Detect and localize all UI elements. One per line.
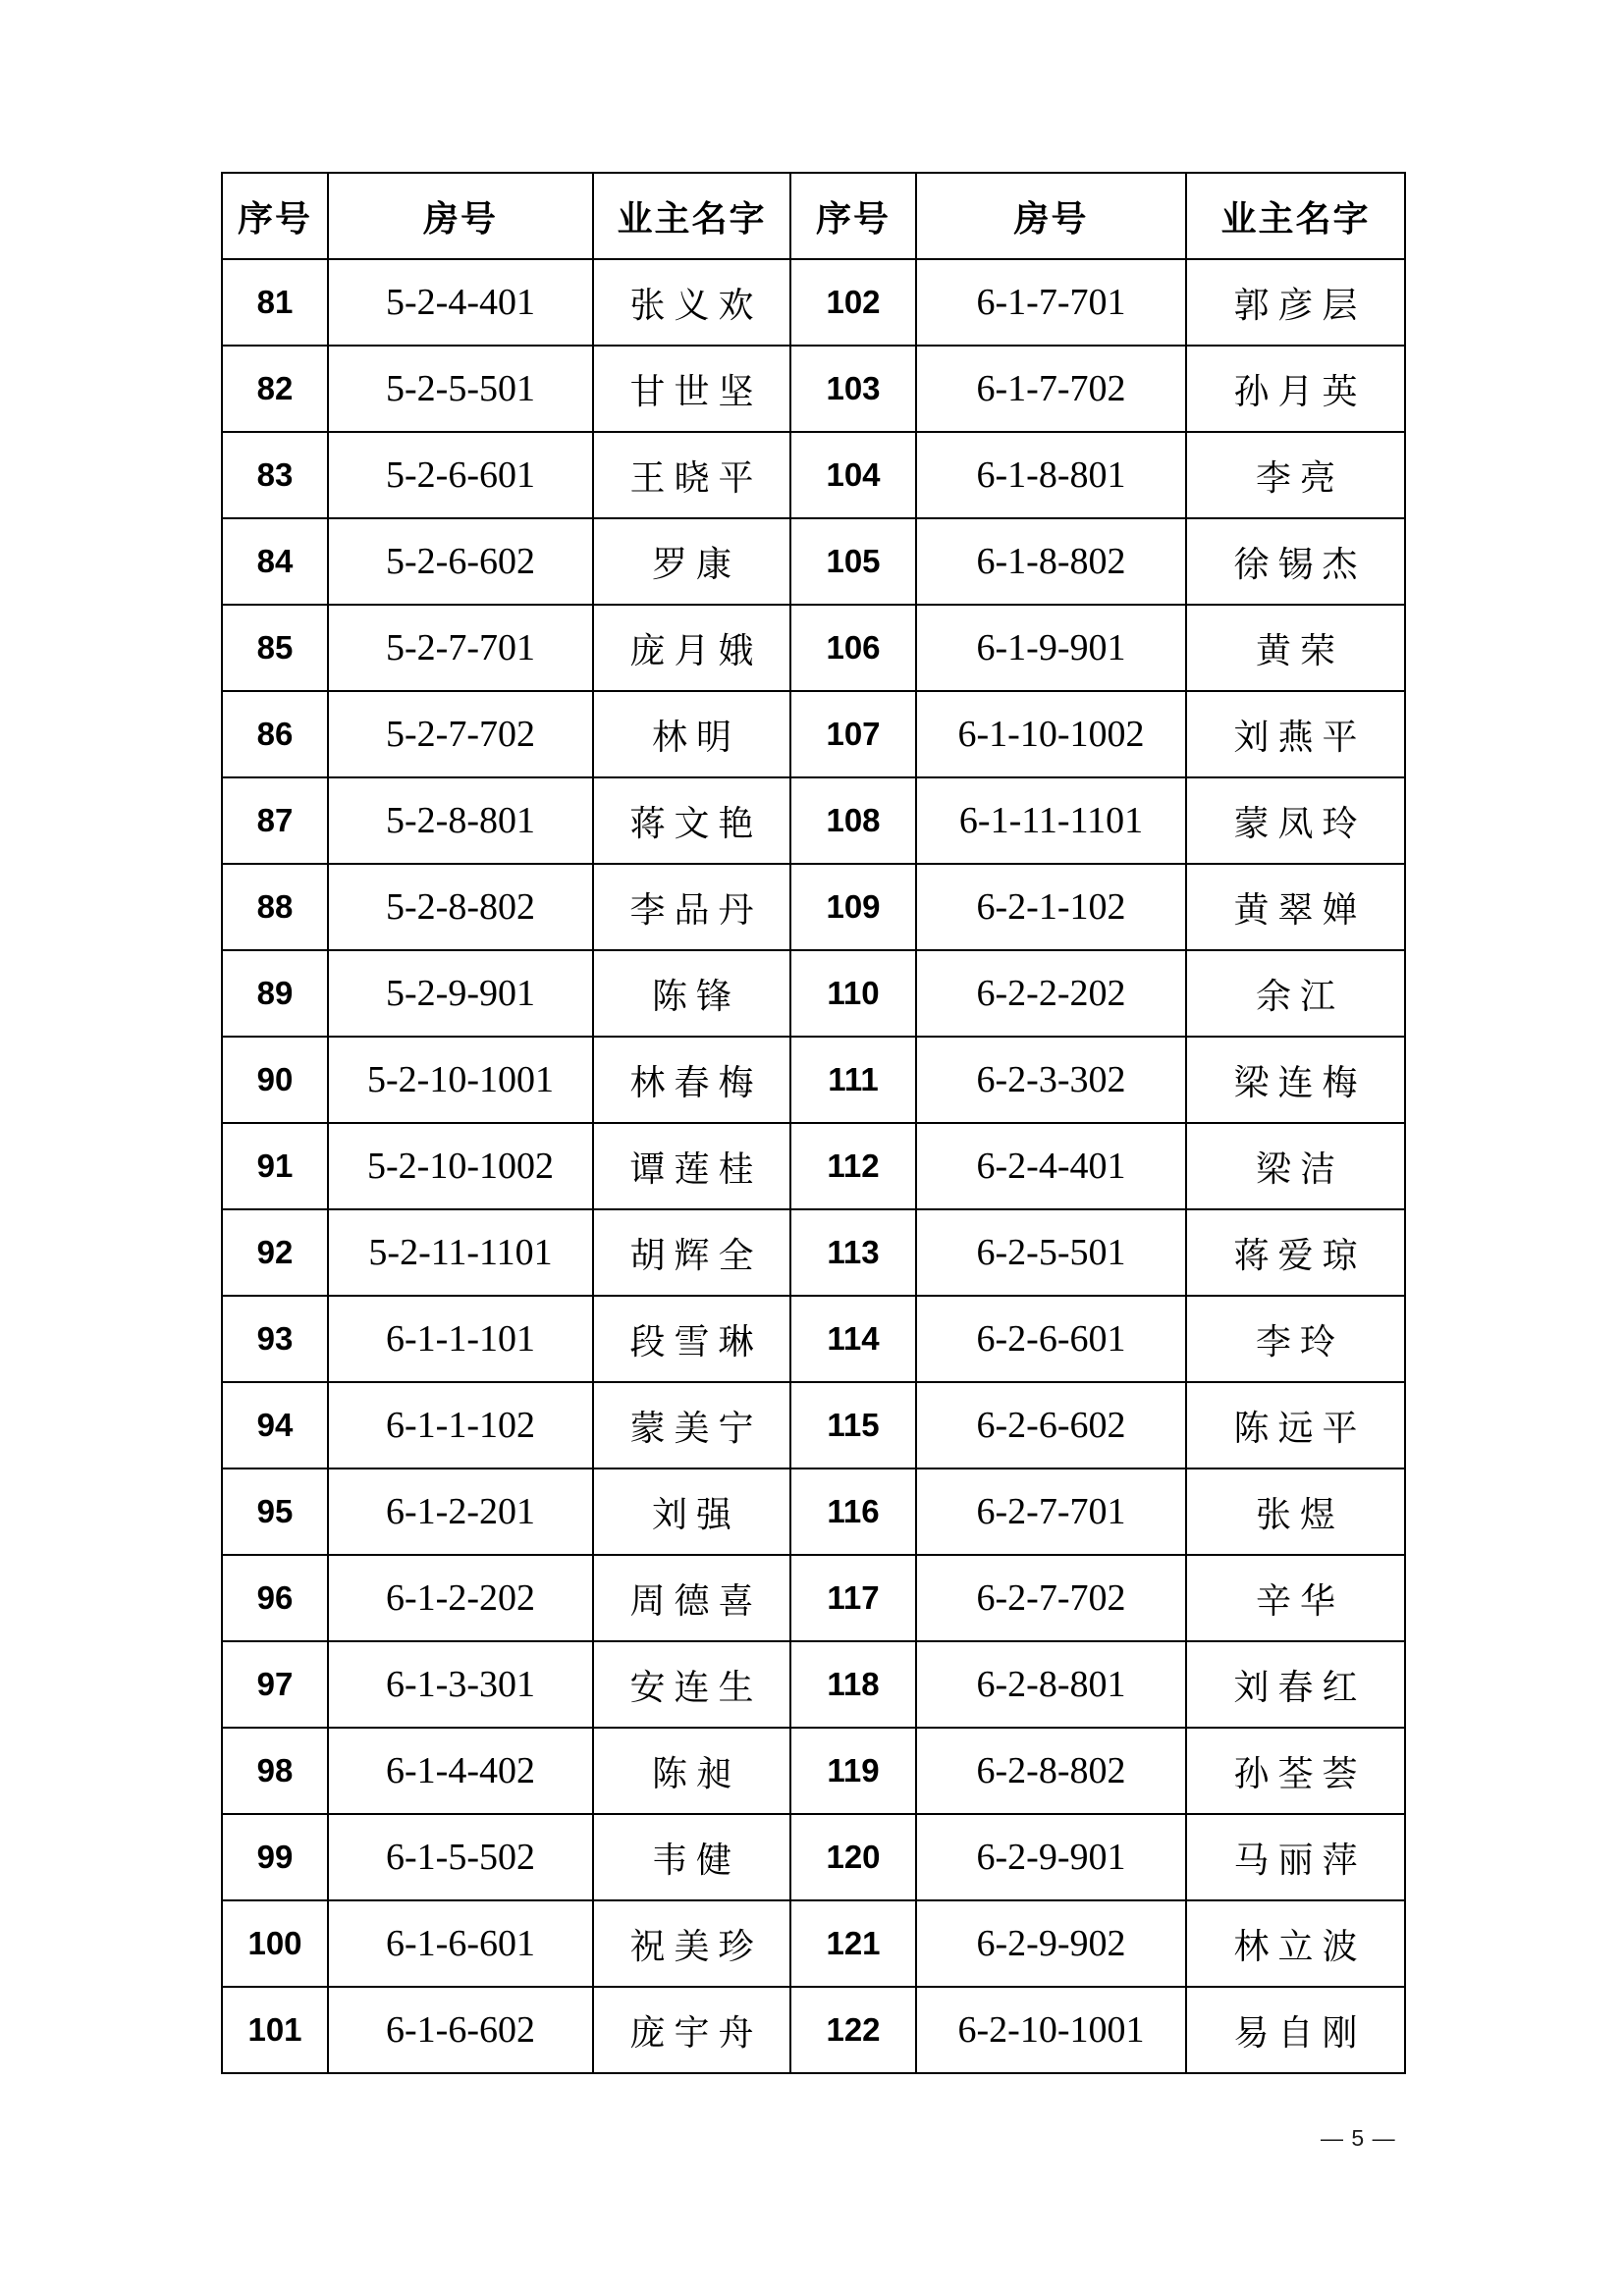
serial-cell: 119 [790, 1728, 916, 1814]
owner-name-cell: 孙荃荟 [1186, 1728, 1405, 1814]
owner-name-cell: 蒋爱琼 [1186, 1209, 1405, 1296]
serial-cell: 91 [222, 1123, 328, 1209]
serial-cell: 100 [222, 1900, 328, 1987]
table-row [222, 1037, 1405, 1123]
room-number-cell: 5-2-7-701 [328, 605, 593, 691]
owner-name-cell: 黄荣 [1186, 605, 1405, 691]
room-number-cell: 5-2-4-401 [328, 259, 593, 346]
room-number-cell: 6-1-6-601 [328, 1900, 593, 1987]
table-row [222, 1555, 1405, 1641]
header-room-left: 房号 [328, 173, 593, 259]
header-serial-right: 序号 [790, 173, 916, 259]
owner-name-cell: 马丽萍 [1186, 1814, 1405, 1900]
owner-name-cell: 孙月英 [1186, 346, 1405, 432]
owner-name-cell: 李玲 [1186, 1296, 1405, 1382]
serial-cell: 109 [790, 864, 916, 950]
room-number-cell: 5-2-5-501 [328, 346, 593, 432]
header-owner-left: 业主名字 [593, 173, 790, 259]
owner-name-cell: 庞宇舟 [593, 1987, 790, 2073]
room-number-cell: 5-2-11-1101 [328, 1209, 593, 1296]
owner-name-cell: 罗康 [593, 518, 790, 605]
serial-cell: 92 [222, 1209, 328, 1296]
owner-name-cell: 林立波 [1186, 1900, 1405, 1987]
table-row [222, 1728, 1405, 1814]
owner-name-cell: 刘燕平 [1186, 691, 1405, 777]
owner-name-cell: 易自刚 [1186, 1987, 1405, 2073]
serial-cell: 117 [790, 1555, 916, 1641]
owner-name-cell: 梁洁 [1186, 1123, 1405, 1209]
owner-name-cell: 陈昶 [593, 1728, 790, 1814]
serial-cell: 93 [222, 1296, 328, 1382]
room-number-cell: 6-2-7-702 [916, 1555, 1186, 1641]
room-number-cell: 6-2-8-802 [916, 1728, 1186, 1814]
owner-name-cell: 庞月娥 [593, 605, 790, 691]
serial-cell: 90 [222, 1037, 328, 1123]
table-row [222, 777, 1405, 864]
owner-name-cell: 胡辉全 [593, 1209, 790, 1296]
room-number-cell: 6-2-2-202 [916, 950, 1186, 1037]
room-number-cell: 6-1-2-202 [328, 1555, 593, 1641]
serial-cell: 122 [790, 1987, 916, 2073]
room-number-cell: 6-2-6-602 [916, 1382, 1186, 1468]
room-number-cell: 6-1-10-1002 [916, 691, 1186, 777]
table-body [222, 259, 1405, 2073]
owner-name-cell: 陈远平 [1186, 1382, 1405, 1468]
serial-cell: 95 [222, 1468, 328, 1555]
owner-name-cell: 徐锡杰 [1186, 518, 1405, 605]
room-number-cell: 6-1-3-301 [328, 1641, 593, 1728]
table-row [222, 950, 1405, 1037]
owner-name-cell: 梁连梅 [1186, 1037, 1405, 1123]
table-row [222, 1123, 1405, 1209]
table-row [222, 1814, 1405, 1900]
owner-name-cell: 张义欢 [593, 259, 790, 346]
owner-name-cell: 谭莲桂 [593, 1123, 790, 1209]
owner-name-cell: 甘世坚 [593, 346, 790, 432]
table-row [222, 1987, 1405, 2073]
serial-cell: 96 [222, 1555, 328, 1641]
table-row [222, 1209, 1405, 1296]
serial-cell: 113 [790, 1209, 916, 1296]
serial-cell: 94 [222, 1382, 328, 1468]
owner-name-cell: 辛华 [1186, 1555, 1405, 1641]
serial-cell: 106 [790, 605, 916, 691]
owner-name-cell: 李品丹 [593, 864, 790, 950]
owner-name-cell: 林明 [593, 691, 790, 777]
owner-name-cell: 余江 [1186, 950, 1405, 1037]
serial-cell: 97 [222, 1641, 328, 1728]
room-number-cell: 6-2-1-102 [916, 864, 1186, 950]
serial-cell: 81 [222, 259, 328, 346]
room-number-cell: 5-2-7-702 [328, 691, 593, 777]
owner-name-cell: 林春梅 [593, 1037, 790, 1123]
room-number-cell: 5-2-8-801 [328, 777, 593, 864]
serial-cell: 116 [790, 1468, 916, 1555]
owner-name-cell: 蒙美宁 [593, 1382, 790, 1468]
owner-name-cell: 蒋文艳 [593, 777, 790, 864]
table-row [222, 259, 1405, 346]
owner-name-cell: 王晓平 [593, 432, 790, 518]
owner-name-cell: 李亮 [1186, 432, 1405, 518]
room-number-cell: 6-1-11-1101 [916, 777, 1186, 864]
serial-cell: 82 [222, 346, 328, 432]
serial-cell: 84 [222, 518, 328, 605]
owner-name-cell: 周德喜 [593, 1555, 790, 1641]
room-number-cell: 5-2-10-1002 [328, 1123, 593, 1209]
room-number-cell: 6-1-6-602 [328, 1987, 593, 2073]
serial-cell: 105 [790, 518, 916, 605]
header-owner-right: 业主名字 [1186, 173, 1405, 259]
room-number-cell: 6-1-2-201 [328, 1468, 593, 1555]
owner-name-cell: 黄翠婵 [1186, 864, 1405, 950]
serial-cell: 86 [222, 691, 328, 777]
table-row [222, 864, 1405, 950]
serial-cell: 99 [222, 1814, 328, 1900]
serial-cell: 85 [222, 605, 328, 691]
room-number-cell: 5-2-8-802 [328, 864, 593, 950]
room-number-cell: 5-2-9-901 [328, 950, 593, 1037]
header-room-right: 房号 [916, 173, 1186, 259]
room-number-cell: 5-2-10-1001 [328, 1037, 593, 1123]
table-row [222, 1468, 1405, 1555]
owner-name-cell: 安连生 [593, 1641, 790, 1728]
header-serial-left: 序号 [222, 173, 328, 259]
owner-name-cell: 祝美珍 [593, 1900, 790, 1987]
serial-cell: 112 [790, 1123, 916, 1209]
room-number-cell: 5-2-6-601 [328, 432, 593, 518]
table-row [222, 346, 1405, 432]
room-number-cell: 6-2-8-801 [916, 1641, 1186, 1728]
serial-cell: 103 [790, 346, 916, 432]
serial-cell: 101 [222, 1987, 328, 2073]
room-number-cell: 6-1-7-701 [916, 259, 1186, 346]
room-number-cell: 6-2-6-601 [916, 1296, 1186, 1382]
owner-name-cell: 郭彦层 [1186, 259, 1405, 346]
room-number-cell: 6-2-5-501 [916, 1209, 1186, 1296]
owner-name-cell: 刘强 [593, 1468, 790, 1555]
page-number: — 5 — [1321, 2125, 1396, 2151]
owner-name-cell: 段雪琳 [593, 1296, 790, 1382]
header-row [222, 173, 1405, 259]
room-number-cell: 6-2-3-302 [916, 1037, 1186, 1123]
owner-name-cell: 蒙凤玲 [1186, 777, 1405, 864]
serial-cell: 121 [790, 1900, 916, 1987]
room-number-cell: 6-1-5-502 [328, 1814, 593, 1900]
owners-table [221, 172, 1406, 2074]
room-number-cell: 6-1-1-101 [328, 1296, 593, 1382]
owner-name-cell: 张煜 [1186, 1468, 1405, 1555]
serial-cell: 87 [222, 777, 328, 864]
serial-cell: 110 [790, 950, 916, 1037]
room-number-cell: 6-2-7-701 [916, 1468, 1186, 1555]
room-number-cell: 6-1-9-901 [916, 605, 1186, 691]
owner-name-cell: 刘春红 [1186, 1641, 1405, 1728]
table-row [222, 605, 1405, 691]
serial-cell: 83 [222, 432, 328, 518]
serial-cell: 102 [790, 259, 916, 346]
room-number-cell: 6-2-9-902 [916, 1900, 1186, 1987]
table-row [222, 691, 1405, 777]
table-row [222, 1641, 1405, 1728]
serial-cell: 114 [790, 1296, 916, 1382]
serial-cell: 108 [790, 777, 916, 864]
owner-name-cell: 韦健 [593, 1814, 790, 1900]
room-number-cell: 6-2-4-401 [916, 1123, 1186, 1209]
serial-cell: 104 [790, 432, 916, 518]
owner-name-cell: 陈锋 [593, 950, 790, 1037]
serial-cell: 115 [790, 1382, 916, 1468]
room-number-cell: 6-2-9-901 [916, 1814, 1186, 1900]
table-header-row [222, 173, 1405, 259]
room-number-cell: 6-1-1-102 [328, 1382, 593, 1468]
serial-cell: 98 [222, 1728, 328, 1814]
room-number-cell: 6-2-10-1001 [916, 1987, 1186, 2073]
room-number-cell: 6-1-7-702 [916, 346, 1186, 432]
room-number-cell: 5-2-6-602 [328, 518, 593, 605]
table-row [222, 1900, 1405, 1987]
room-number-cell: 6-1-4-402 [328, 1728, 593, 1814]
serial-cell: 111 [790, 1037, 916, 1123]
table-row [222, 1382, 1405, 1468]
serial-cell: 118 [790, 1641, 916, 1728]
serial-cell: 89 [222, 950, 328, 1037]
room-number-cell: 6-1-8-802 [916, 518, 1186, 605]
table-row [222, 518, 1405, 605]
room-number-cell: 6-1-8-801 [916, 432, 1186, 518]
serial-cell: 120 [790, 1814, 916, 1900]
table-row [222, 432, 1405, 518]
table-row [222, 1296, 1405, 1382]
serial-cell: 107 [790, 691, 916, 777]
serial-cell: 88 [222, 864, 328, 950]
